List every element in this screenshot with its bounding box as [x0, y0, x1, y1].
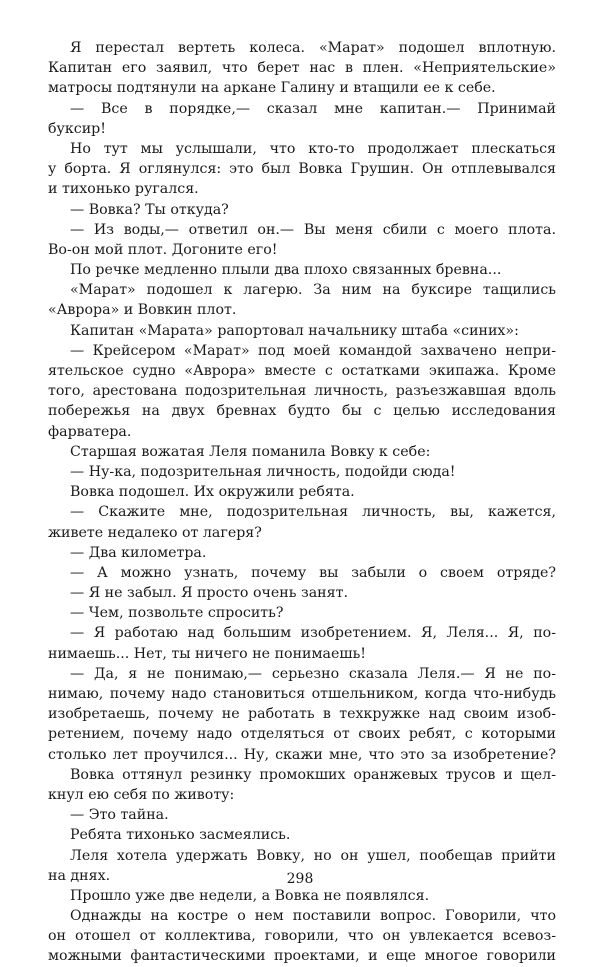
text-line: фарватера.	[48, 423, 132, 440]
text-line: Но тут мы услышали, что кто-то продолжает плескаться	[70, 140, 556, 157]
text-line: ретением, почему надо отделяться от своих ребят, с которыми	[48, 726, 556, 743]
text-line: — Ну-ка, подозрительная личность, подойди сюда!	[70, 463, 456, 480]
text-line: кнул ею себя по животу:	[48, 786, 235, 803]
text-line: Во-он мой плот. Догоните его!	[48, 241, 278, 258]
text-line: — Я не забыл. Я просто очень занят.	[70, 585, 348, 602]
text-line: столько лет проучился... Ну, скажи мне, что это за изобретение?	[48, 746, 556, 763]
text-line: он отошел от коллектива, говорили, что он увлекается всевоз-	[48, 928, 556, 945]
text-line: того, арестована подозрительная личность, разъезжавшая вдоль	[48, 383, 556, 400]
text-line: «Марат» подошел к лагерю. За ним на буксире тащились	[70, 282, 556, 299]
text-line: Вовка подошел. Их окружили ребята.	[70, 484, 355, 501]
text-line: и тихонько ругался.	[48, 181, 199, 198]
text-line: изобретаешь, почему не работать в техкружке над своим изоб-	[48, 706, 556, 723]
text-line: Прошло уже две недели, а Вовка не появлялся.	[70, 887, 430, 904]
text-line: — Из воды,— ответил он.— Вы меня сбили с моего плота.	[70, 221, 556, 238]
text-line: — Крейсером «Марат» под моей командой захвачено непри-	[70, 342, 556, 359]
text-line: Однажды на костре о нем поставили вопрос. Говорили, что	[70, 908, 556, 925]
text-line: Я перестал вертеть колеса. «Марат» подошел вплотную.	[70, 40, 556, 56]
text-line: — А можно узнать, почему вы забыли о своем отряде?	[70, 564, 556, 581]
text-line: нимаю, почему надо становиться отшельником, когда что-нибудь	[48, 686, 556, 702]
text-line: живете недалеко от лагеря?	[48, 524, 262, 541]
book-page-text	[48, 38, 556, 967]
text-line: Ребята тихонько засмеялись.	[70, 827, 291, 844]
text-line: — Это тайна.	[70, 807, 169, 824]
text-line: ятельское судно «Аврора» вместе с остатками экипажа. Кроме	[48, 363, 556, 379]
text-line: — Два километра.	[70, 544, 207, 561]
text-line: — Скажите мне, подозрительная личность, вы, кажется,	[70, 504, 556, 521]
text-line: — Чем, позвольте спросить?	[70, 605, 284, 622]
text-line: — Я работаю над большим изобретением. Я, Леля... Я, по-	[70, 625, 556, 642]
text-line: нимаешь... Нет, ты ничего не понимаешь!	[48, 645, 366, 662]
text-line: матросы подтянули на аркане Галину и втащили ее к себе.	[48, 80, 496, 97]
text-line: Леля хотела удержать Вовку, но он ушел, пообещав прийти	[70, 847, 556, 864]
text-line: Капитан его заявил, что берет нас в плен. «Неприятельские»	[48, 60, 556, 77]
text-line: побережья на двух бревнах будто бы с целью исследования	[48, 403, 556, 420]
text-line: — Все в порядке,— сказал мне капитан.— Принимай	[70, 100, 556, 117]
page-number: 298	[286, 871, 314, 887]
text-line: По речке медленно плыли два плохо связанных бревна...	[70, 262, 502, 279]
text-line: у борта. Я оглянулся: это был Вовка Грушин. Он отплевывался	[48, 161, 556, 178]
text-line: Вовка оттянул резинку промокших оранжевых трусов и щел-	[70, 766, 556, 783]
text-line: можными фантастическими проектами, и еще многое говорили	[48, 948, 556, 965]
text-line: на днях.	[48, 867, 111, 884]
text-line: буксир!	[48, 120, 106, 137]
text-line: Капитан «Марата» рапортовал начальнику штаба «синих»:	[70, 322, 519, 339]
text-line: — Да, я не понимаю,— серьезно сказала Леля.— Я не по-	[70, 665, 556, 682]
text-line: Старшая вожатая Леля поманила Вовку к себе:	[70, 443, 431, 460]
text-line: «Аврора» и Вовкин плот.	[48, 302, 237, 319]
text-line: — Вовка? Ты откуда?	[70, 201, 229, 218]
